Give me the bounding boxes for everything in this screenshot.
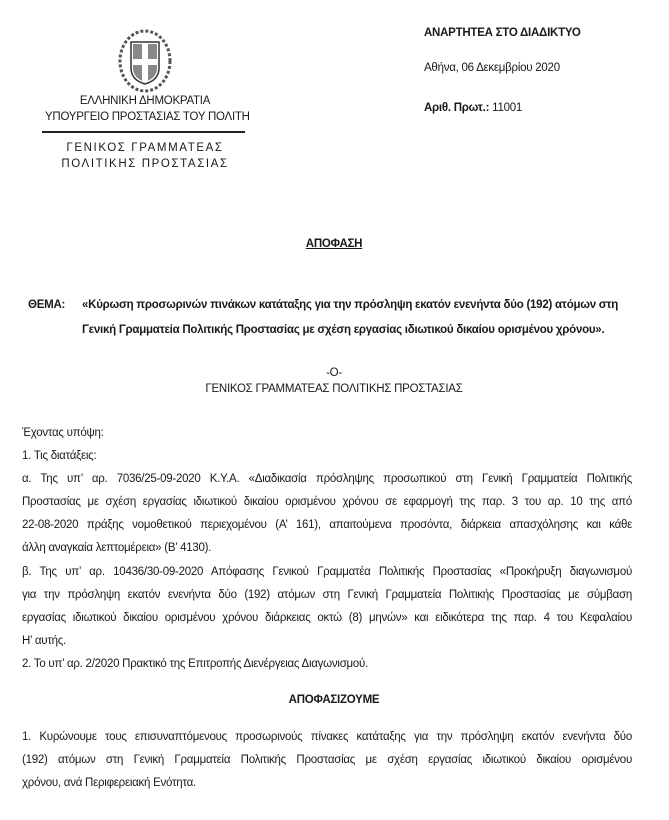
considering-line: β. Της υπ’ αρ. 10436/30-09-2020 Απόφασης Γενικού Γραμματέα Πολιτικής Προστασίας «Προκήρυξη διαγωνισμού bbox=[22, 566, 632, 578]
ministry-name: ΥΠΟΥΡΓΕΙΟ ΠΡΟΣΤΑΣΙΑΣ ΤΟΥ ΠΟΛΙΤΗ bbox=[45, 111, 250, 123]
subject-line: «Κύρωση προσωρινών πινάκων κατάταξης για την πρόσληψη εκατόν ενενήντα δύο (192) ατόμων στη bbox=[82, 299, 619, 311]
header-divider bbox=[42, 131, 245, 133]
decision-line: (192) ατόμων στη Γενική Γραμματεία Πολιτικής Προστασίας με σχέση εργασίας ιδιωτικού δικαίου ορισμένου bbox=[22, 754, 632, 766]
protocol-label: Αριθ. Πρωτ.: bbox=[424, 102, 490, 114]
decision-heading: ΑΠΟΦΑΣΙΖΟΥΜΕ bbox=[288, 694, 380, 706]
document-title: ΑΠΟΦΑΣΗ bbox=[305, 238, 363, 250]
coat-of-arms-emblem bbox=[115, 28, 175, 98]
decision-line: χρόνου, ανά Περιφερειακή Ενότητα. bbox=[22, 777, 196, 789]
considering-line: 22-08-2020 πράξης νομοθετικού περιεχομένου (Α’ 161), απαιτούμενα προσόντα, διάρκεια απασχόλησης και κάθε bbox=[22, 519, 632, 531]
considering-line: άλλη αναγκαία λεπτομέρεια» (Β’ 4130). bbox=[22, 542, 212, 554]
considering-line: εργασίας ιδιωτικού δικαίου ορισμένου χρόνου διάρκειας οκτώ (8) μηνών» και ειδικότερα της παρ. 4 του Κεφαλαίου bbox=[22, 612, 632, 624]
considering-line: Προστασίας με σχέση εργασίας ιδιωτικού δικαίου ορισμένου χρόνου σε εφαρμογή της παρ. 3 του αρ. 10 της από bbox=[22, 496, 632, 508]
publish-note: ΑΝΑΡΤΗΤΕΑ ΣΤΟ ΔΙΑΔΙΚΤΥΟ bbox=[424, 27, 581, 39]
subject-line: Γενική Γραμματεία Πολιτικής Προστασίας με σχέση εργασίας ιδιωτικού δικαίου ορισμένου χρόνου». bbox=[82, 324, 605, 336]
subject-label: ΘΕΜΑ: bbox=[28, 299, 66, 311]
protocol-number-line bbox=[424, 101, 522, 115]
place-date: Αθήνα, 06 Δεκεμβρίου 2020 bbox=[424, 62, 560, 74]
considering-line: Η’ αυτής. bbox=[22, 635, 66, 647]
office-line-2: ΠΟΛΙΤΙΚΗΣ ΠΡΟΣΤΑΣΙΑΣ bbox=[61, 158, 229, 170]
issuer-mark: -Ο- bbox=[326, 367, 342, 379]
considering-line: Έχοντας υπόψη: bbox=[22, 427, 104, 439]
protocol-number: 11001 bbox=[492, 102, 523, 114]
issuer: ΓΕΝΙΚΟΣ ΓΡΑΜΜΑΤΕΑΣ ΠΟΛΙΤΙΚΗΣ ΠΡΟΣΤΑΣΙΑΣ bbox=[205, 383, 463, 395]
considering-line: 1. Τις διατάξεις: bbox=[22, 450, 97, 462]
decision-line: 1. Κυρώνουμε τους επισυναπτόμενους προσωρινούς πίνακες κατάταξης για την πρόσληψη εκατόν ενενήντα δύο bbox=[22, 731, 632, 743]
considering-line: για την πρόσληψη εκατόν ενενήντα δύο (192) ατόμων στη Γενική Γραμματεία Πολιτικής Προστασίας με σύμβαση bbox=[22, 589, 632, 601]
considering-line: α. Της υπ’ αρ. 7036/25-09-2020 Κ.Υ.Α. «Διαδικασία πρόσληψης προσωπικού στη Γενική Γραμματεία Πολιτικής bbox=[22, 473, 632, 485]
republic-name: ΕΛΛΗΝΙΚΗ ΔΗΜΟΚΡΑΤΙΑ bbox=[79, 95, 211, 107]
office-line-1: ΓΕΝΙΚΟΣ ΓΡΑΜΜΑΤΕΑΣ bbox=[66, 142, 224, 154]
considering-line: 2. Το υπ’ αρ. 2/2020 Πρακτικό της Επιτροπής Διενέργειας Διαγωνισμού. bbox=[22, 658, 369, 670]
